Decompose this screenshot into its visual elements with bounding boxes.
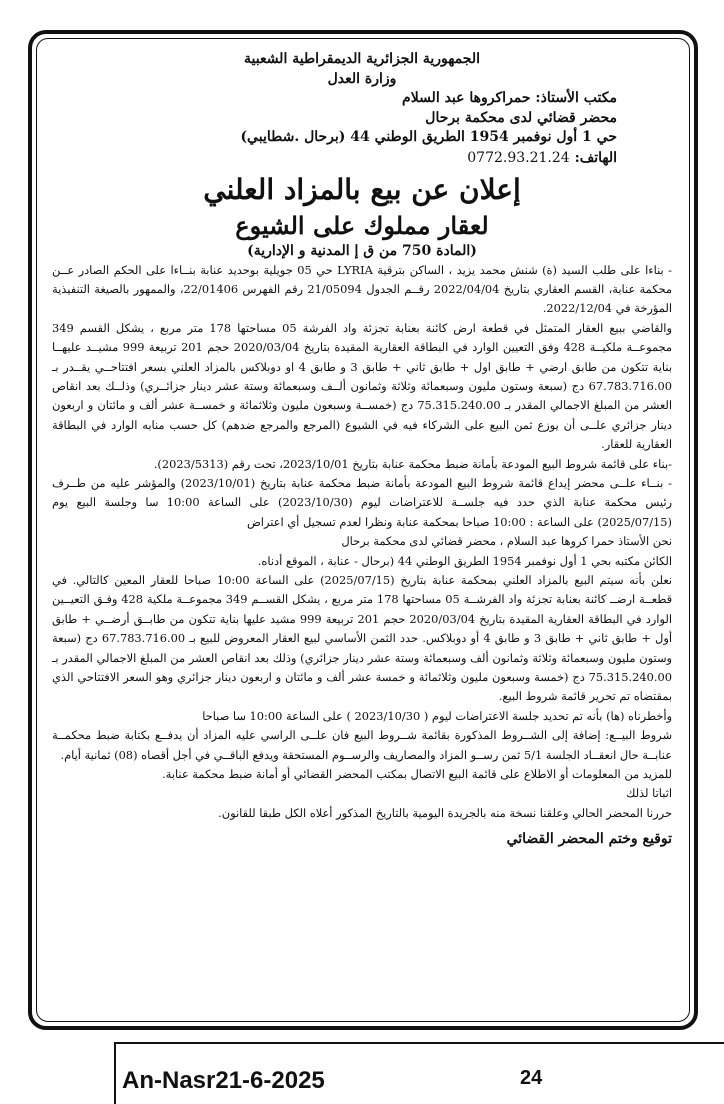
paragraph-bailiff: نحن الأستاذ حمرا كروها عبد السلام ، محضر قضائي لدى محكمة برحال: [341, 534, 672, 549]
paragraph-sale-notice: نعلن بأنه سيتم البيع بالمزاد العلني بمحكمة عنابة بتاريخ (2025/07/15) على الساعة 10:00 صباحا للعقار المعين كالتالي. في قطعــة ارضــ كائنة بعنابة تجزئة واد الفرشــة 05 مساحتها 178 متر مربع ، يشكل القســم 349 مجموعــة ملكية 428 وفـق التعيــين الوارد في البطاقة العقارية المقيدة بتاريخ 2020/03/04 حجم 201 تربيعة 999 مشيد عليها بناية تتكون من طابــق أرضــي + طابق أول + طابق ثاني + طابق 3 و طابق 4 أو دوبلاكس. حدد الثمن الأساسي لبيع العقار المعروض للبيع بـ 67.783.716.00 دج (سبعة وستون مليون وسبعمائة وثلاثة وثمانون ألف وسبعمائة وستة عشر دينار جزائري) وذلك بعد انقاص العشر من المبلغ الاجمالي المقدر بـ 75.315.240.00 دج (خمسة وسبعون مليون وثلاثمائة و خمسة عشر ألف و مائتان و اربعون دينار جزائري وهو السعر الافتتاحي الذي بمقتضاه تم تحرير قائمة شروط البيع.: [52, 573, 673, 704]
paragraph-closing: حررنا المحضر الحالي وعلقنا نسخة منه بالجريدة اليومية بالتاريخ المذكور أعلاه الكل طبقا للقانون.: [218, 805, 672, 820]
page-number: 24: [520, 1067, 543, 1089]
bailiff-title: محضر قضائي لدى محكمة برحال: [425, 109, 617, 126]
paragraph-judgment: والقاضي ببيع العقار المتمثل في قطعة ارض كائنة بعنابة تجزئة واد الفرشة 05 مساحتها 178 متر مربع ، يشكل القسم 349 مجموعــة ملكيــة 428 وفق التعيين الوارد في البطاقة العقارية المقيدة بتاريخ 2020/03/04 حجم 201 تربيعة 999 مشيــد عليهــا بناية تتكون من طابق ارضي + طابق اول + طابق ثاني + طابق 3 و طابق 4 او دوبلاكس بالمزاد العلني بسعر افتتاحــي يقــدر بـ 67.783.716.00 دج (سبعة وستون مليون وسبعمائة وثلاثة وثمانون ألــف وسبعمائة وستة عشر دينار جزائــري) وذلــك بعد انقاص العشر من المبلغ الاجمالي المقدر بـ 75.315.240.00 دج (خمســة وسبعون مليون وثلاثمائة و خمســة عشر ألف و مائتان و اربعون دينار جزائري علــى أن يوزع ثمن البيع على الشركاء فيه في الشيوع (المرجع والمرجع ضدهم) كل حسب منابه الوارد في البطاقة العقارية للعقار.: [52, 320, 673, 452]
office-name: مكتب الأستاذ: حمراكروها عبد السلام: [402, 90, 617, 106]
office-address: حي 1 أول نوفمبر 1954 الطريق الوطني 44 (برحال .شطايبي): [240, 129, 617, 145]
phone-label: الهاتف:: [574, 149, 617, 166]
paragraph-deposit-record: - بنــاء علــى محضر إيداع قائمة شروط البيع المودعة بأمانة ضبط محكمة عنابة بتاريخ (2023/10/01) والمؤشر عليه من طــرف رئيس محكمة عنابة الذي حدد فيه جلســة للاعتراضات ليوم (2023/10/30) على الساعة 10:00 سا وجلسة البيع يوم (2025/07/15) على الساعة : 10:00 صباحا بمحكمة عنابة ونظرا لعدم تسجيل أي اعتراض: [52, 475, 673, 529]
legal-reference: (المادة 750 من ق إ المدنية و الإدارية): [247, 242, 477, 259]
paragraph-request: - بناءا على طلب السيد (ة) شنش محمد يزيد ، الساكن بترقية LYRIA حي 05 جويلية بوحديد عنابة بنــاءا على الحكم الصادر عــن محكمة عنابة، القسم العقاري بتاريخ 2022/04/04 رقــم الجدول 21/05094 رقم الفهرس 22/01406، والممهور بالصيغة التنفيذية المؤرخة في 2022/12/04.: [52, 262, 673, 316]
signature-line: توقيع وختم المحضر القضائي: [506, 831, 672, 848]
announcement-subtitle: لعقار مملوك على الشيوع: [235, 210, 489, 240]
announcement: [52, 50, 672, 851]
paragraph-more-info: للمزيد من المعلومات أو الاطلاع على قائمة البيع الاتصال بمكتب المحضر القضائي أو أمانة ضبط محكمة عنابة.: [162, 767, 672, 782]
phone-line: [52, 148, 672, 168]
republic-name: الجمهورية الجزائرية الديمقراطية الشعبية: [243, 51, 480, 67]
announcement-body: [52, 261, 672, 824]
paragraph-sale-conditions: شروط البيــع: إضافة إلى الشــروط المذكورة بقائمة شــروط البيع فان علــى الراسي عليه المزاد أن يدفــع بكتابة ضبط محكمــة عنابــة حال انعقــاد الجلسة 5/1 ثمن رســو المزاد والمصاريف والرســوم المستحقة ويدفع الباقــي في أجل أقصاه (08) ثمانية أيام.: [52, 728, 672, 762]
paragraph-office-location: الكائن مكتبه بحي 1 أول نوفمبر 1954 الطريق الوطني 44 (برحال - عنابة ، الموقع أدناه.: [257, 553, 672, 568]
paragraph-objection-session: وأخطرناه (ها) بأنه تم تحديد جلسة الاعتراضات ليوم ( 2023/10/30 ) على الساعة 10:00 سا صباحا: [202, 708, 672, 723]
announcement-title: إعلان عن بيع بالمزاد العلني: [203, 172, 521, 206]
ministry-name: وزارة العدل: [327, 70, 397, 87]
paragraph-conditions-list: -بناء على قائمة شروط البيع المودعة بأمانة ضبط محكمة عنابة بتاريخ 2023/10/01، تحت رقم (2023/5313).: [153, 456, 672, 471]
publication-date: An-Nasr21-6-2025: [122, 1067, 325, 1094]
phone-number: 0772.93.21.24: [467, 149, 570, 166]
paragraph-attestation: اثباتا لذلك: [625, 786, 672, 801]
